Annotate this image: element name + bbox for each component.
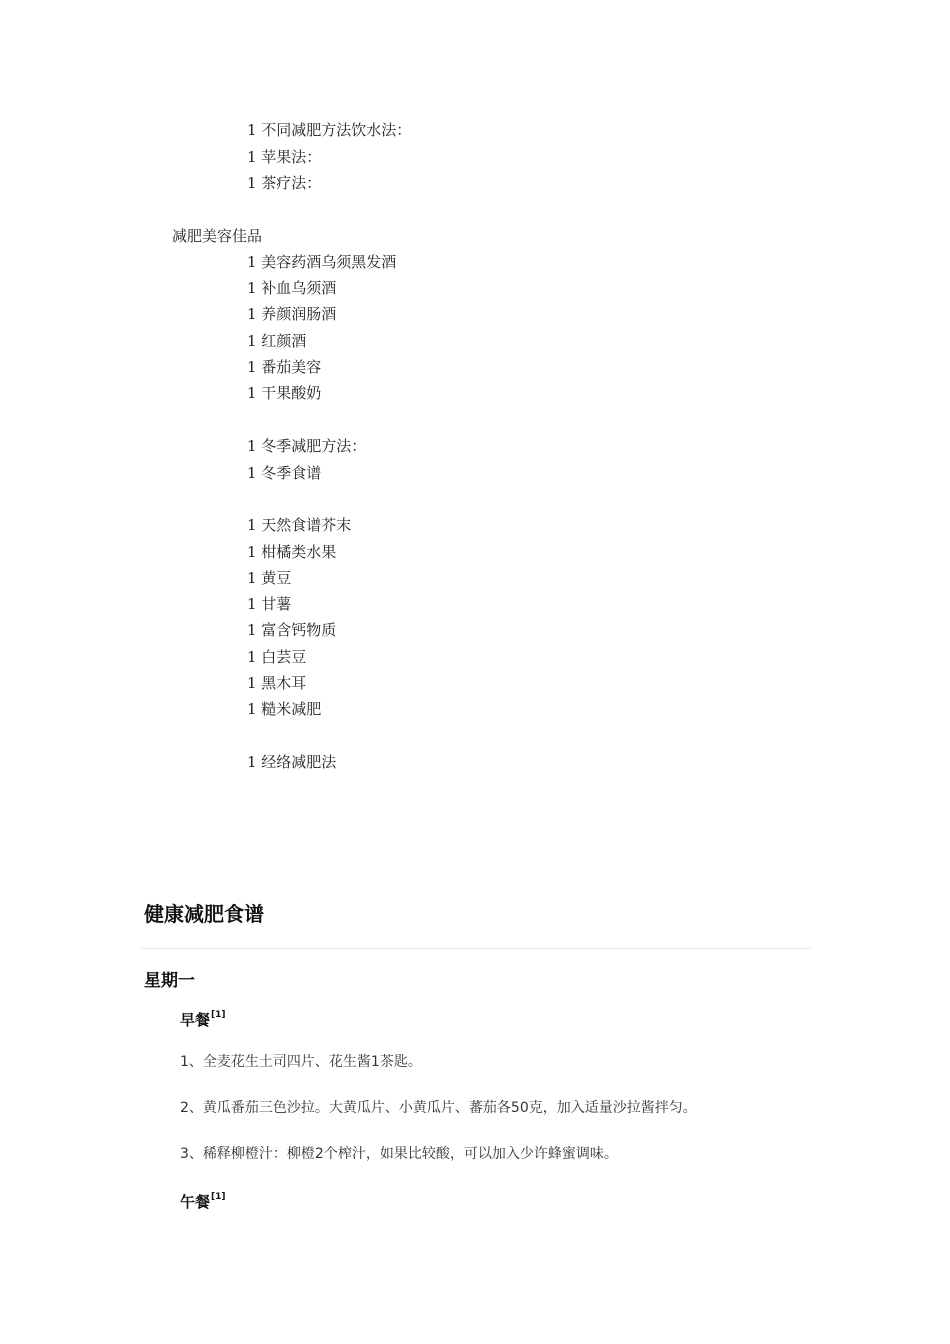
list-item: 1 冬季减肥方法：	[247, 437, 367, 455]
list-item: 1 黄豆	[247, 569, 292, 587]
day-title: 星期一	[144, 971, 195, 991]
paragraph: 2、黄瓜番茄三色沙拉。大黄瓜片、小黄瓜片、蕃茄各50克，加入适量沙拉酱拌匀。	[180, 1100, 697, 1116]
list-item: 1 不同减肥方法饮水法：	[247, 121, 412, 139]
list-item: 1 富含钙物质	[247, 621, 337, 639]
list-item: 1 糙米减肥	[247, 700, 322, 718]
list-item: 1 黑木耳	[247, 674, 307, 692]
list-item: 1 柑橘类水果	[247, 543, 337, 561]
meal-title-breakfast	[180, 1006, 226, 1031]
section-title: 健康减肥食谱	[144, 902, 264, 926]
list-item: 1 天然食谱芥末	[247, 516, 352, 534]
list-item: 1 养颜润肠酒	[247, 305, 337, 323]
list-item: 1 红颜酒	[247, 332, 307, 350]
reference-link[interactable]: [1]	[211, 1192, 226, 1202]
list-item: 1 经络减肥法	[247, 753, 337, 771]
group-title: 减肥美容佳品	[172, 227, 263, 245]
paragraph: 3、稀释柳橙汁：柳橙2个榨汁，如果比较酸，可以加入少许蜂蜜调味。	[180, 1146, 618, 1162]
list-item: 1 美容药酒乌须黑发酒	[247, 253, 397, 271]
section-divider	[142, 948, 810, 949]
list-item: 1 甘薯	[247, 595, 292, 613]
paragraph: 1、全麦花生土司四片、花生酱1茶匙。	[180, 1054, 422, 1070]
list-item: 1 白芸豆	[247, 648, 307, 666]
list-item: 1 冬季食谱	[247, 464, 322, 482]
list-item: 1 苹果法：	[247, 148, 322, 166]
list-item: 1 番茄美容	[247, 358, 322, 376]
meal-label: 午餐	[180, 1193, 211, 1211]
meal-title-lunch	[180, 1188, 226, 1213]
list-item: 1 茶疗法：	[247, 174, 322, 192]
reference-link[interactable]: [1]	[211, 1010, 226, 1020]
meal-label: 早餐	[180, 1011, 211, 1029]
list-item: 1 干果酸奶	[247, 384, 322, 402]
list-item: 1 补血乌须酒	[247, 279, 337, 297]
